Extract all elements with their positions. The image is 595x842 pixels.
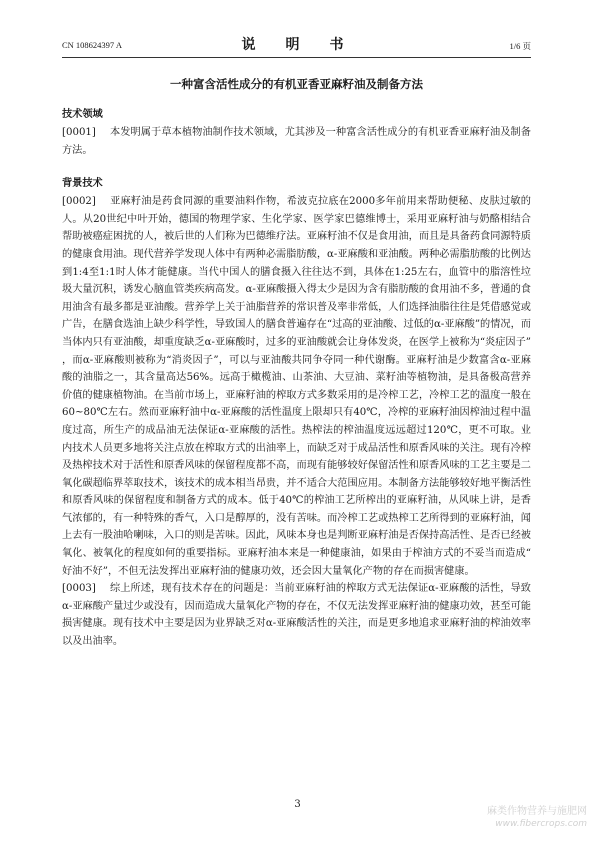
page-indicator: 1/6 页 bbox=[509, 41, 531, 51]
document-title: 一种富含活性成分的有机亚香亚麻籽油及制备方法 bbox=[170, 77, 423, 91]
header-divider bbox=[62, 57, 531, 58]
paragraph bbox=[62, 193, 531, 580]
section-heading: 背景技术 bbox=[62, 178, 103, 190]
paragraph-number: [0003] bbox=[62, 583, 96, 595]
watermark-url: www.fibercrops.com bbox=[495, 819, 587, 829]
page-header bbox=[62, 33, 531, 55]
page-number: 3 bbox=[294, 799, 301, 810]
document-body bbox=[62, 106, 531, 651]
site-watermark bbox=[487, 805, 587, 831]
paragraph-number: [0002] bbox=[62, 196, 96, 208]
publication-number: CN 108624397 A bbox=[62, 40, 122, 50]
watermark-site-name: 麻类作物营养与施肥网 bbox=[487, 806, 587, 817]
paragraph-text: 亚麻籽油是药食同源的重要油料作物，希波克拉底在2000多年前用来帮助便秘、皮肤过敏的人。从20世纪中叶开始，德国的物理学家、生化学家、医学家巴德维博士，采用亚麻籽油与奶酪相结合帮助被癌症困扰的人，被后世的人们称为巴德维疗法。亚麻籽油不仅是食用油，而且是具备药食同源特质的健康食用油。现代营养学发现人体中有两种必需脂肪酸，α-亚麻酸和亚油酸。两种必需脂肪酸的比例达到1:4至1:1时人体才能健康。当代中国人的膳食摄入往往达不到，具体在1:25左右，血管中的脂溶性垃圾大量沉积，诱发心脑血管类疾病高发。α-亚麻酸摄入得太少是因为含有脂肪酸的食用油不多，普通的食用油含有最多都是亚油酸。营养学上关于油脂营养的常识普及率非常低，人们选择油脂往往是凭借感觉或广告，在膳食选油上缺少科学性，导致国人的膳食普遍存在“过高的亚油酸、过低的α-亚麻酸”的情况，而当体内只有亚油酸，却重度缺乏α-亚麻酸时，过多的亚油酸就会让身体发炎，在医学上被称为“炎症因子”，而α-亚麻酸则被称为“消炎因子”，可以与亚油酸共同争夺同一种代谢酶。亚麻籽油是少数富含α-亚麻酸的油脂之一，其含量高达56%。远高于橄榄油、山茶油、大豆油、菜籽油等植物油，是具备极高营养价值的健康植物油。在当前市场上，亚麻籽油的榨取方式多数采用的是冷榨工艺，冷榨工艺的温度一般在60~80℃左右。然而亚麻籽油中α-亚麻酸的活性温度上限却只有40℃，冷榨的亚麻籽油因榨油过程中温度过高，所生产的成品油无法保证α-亚麻酸的活性。热榨法的榨油温度远远超过120℃，更不可取。业内技术人员更多地将关注点放在榨取方式的出油率上，而缺乏对于成品活性和原香风味的关注。现有冷榨及热榨技术对于活性和原香风味的保留程度都不高，而现有能够较好保留活性和原香风味的工艺主要是二氧化碳超临界萃取技术，该技术的成本相当昂贵，并不适合大范围应用。本制备方法能够较好地平衡活性和原香风味的保留程度和制备方式的成本。低于40℃的榨油工艺所榨出的亚麻籽油，从风味上讲，是香气浓郁的，有一种特殊的香气，入口是醇厚的，没有苦味。而冷榨工艺或热榨工艺所得到的亚麻籽油，闻上去有一股油哈喇味，入口的则是苦味。因此，风味本身也是判断亚麻籽油是否保持高活性、是否已经被氧化、被氧化的程度如何的重要指标。亚麻籽油本来是一种健康油，如果由于榨油方式的不妥当而造成“好油不好”，不但无法发挥出亚麻籽油的健康功效，还会因大量氧化产物的存在而损害健康。 bbox=[62, 196, 531, 577]
paragraph bbox=[62, 124, 531, 159]
document-type-title: 说 明 书 bbox=[241, 37, 352, 53]
paragraph-number: [0001] bbox=[62, 127, 96, 138]
paragraph bbox=[62, 580, 531, 650]
section-heading: 技术领域 bbox=[62, 109, 103, 120]
section-technical-field bbox=[62, 106, 531, 159]
section-gap bbox=[62, 159, 531, 175]
paragraph-text: 本发明属于草本植物油制作技术领域，尤其涉及一种富含活性成分的有机亚香亚麻籽油及制备方法。 bbox=[62, 127, 531, 156]
paragraph-text: 综上所述，现有技术存在的问题是：当前亚麻籽油的榨取方式无法保证α-亚麻酸的活性，导致α-亚麻酸产量过少或没有，因而造成大量氧化产物的存在，不仅无法发挥亚麻籽油的健康功效，甚至可能损害健康。现有技术中主要是因为业界缺乏对α-亚麻酸活性的关注，而是更多地追求亚麻籽油的榨油效率以及出油率。 bbox=[62, 583, 531, 648]
section-background-art bbox=[62, 175, 531, 650]
